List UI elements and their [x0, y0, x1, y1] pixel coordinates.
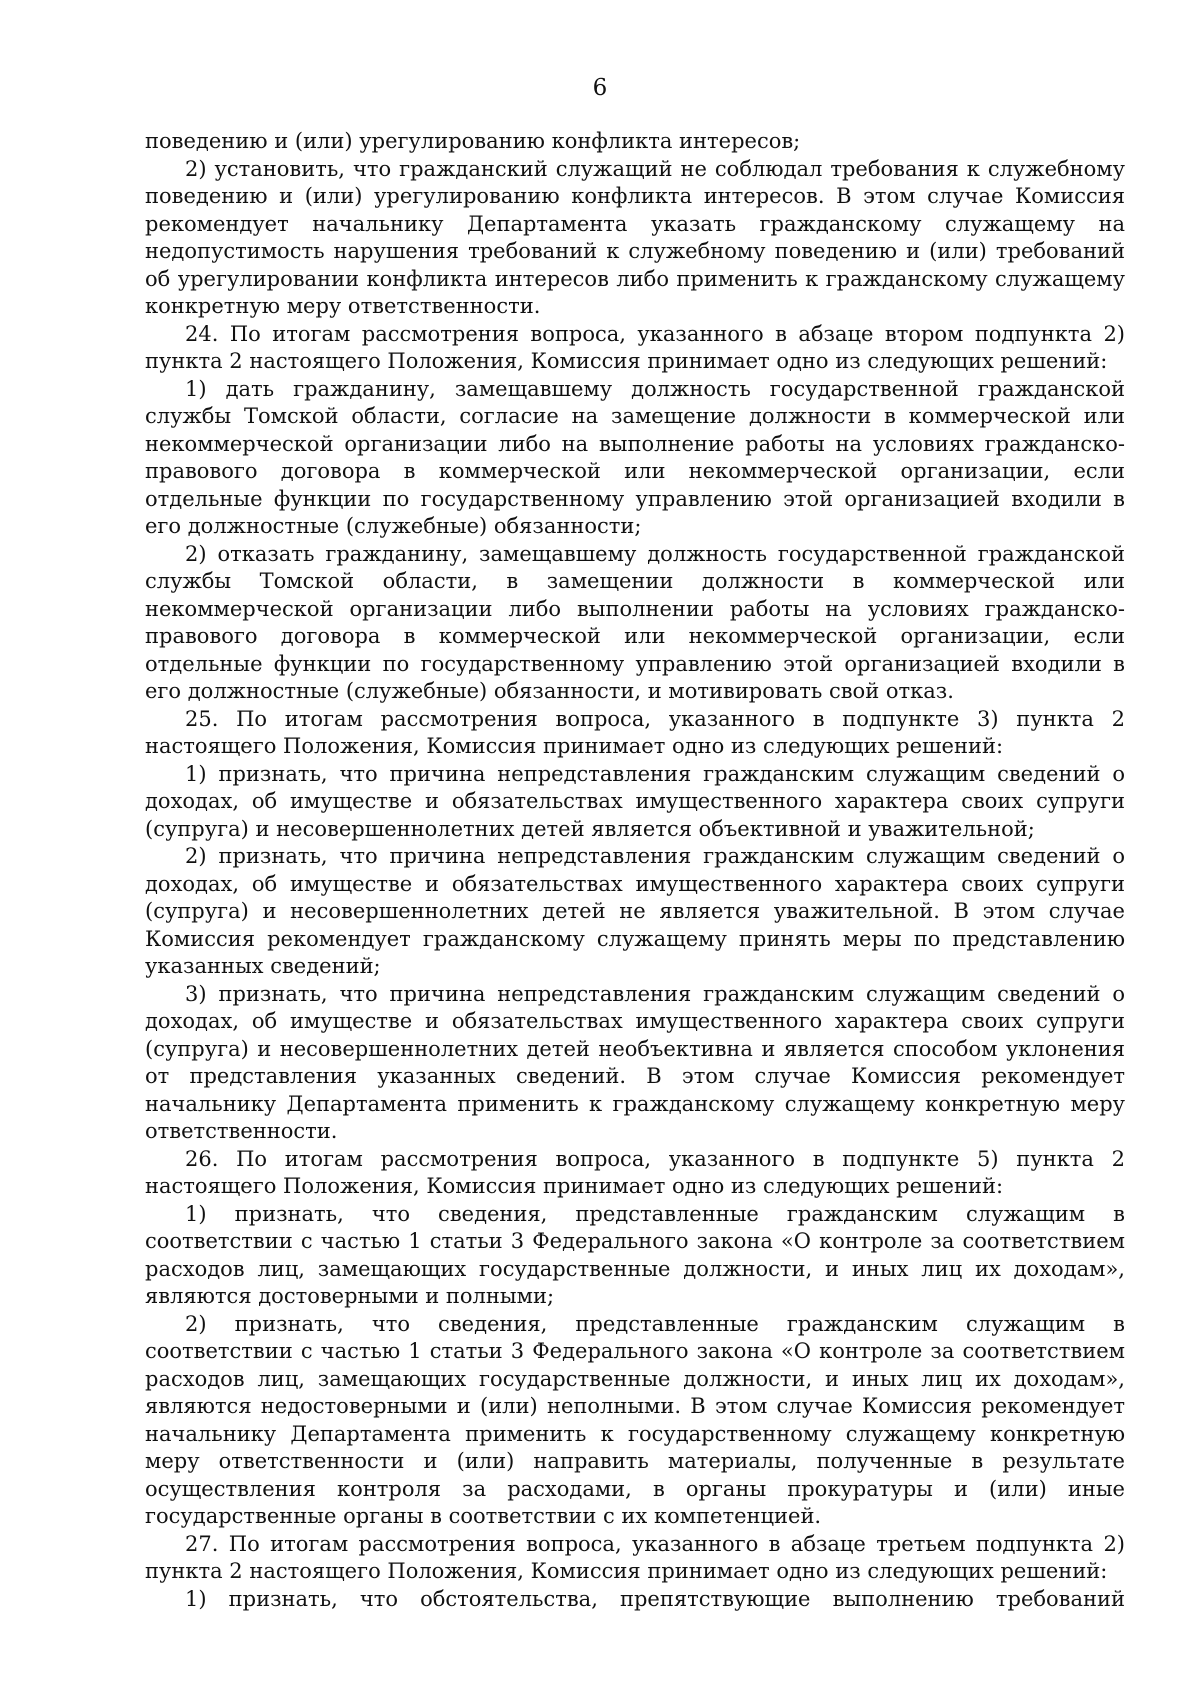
paragraph-clause-24-item-1: 1) дать гражданину, замещавшему должность государственной гражданской службы Томской области, согласие на замещение должности в коммерческой или некоммерческой организации либо на выполнение работы на условиях гражданско-правового договора в коммерческой или некоммерческой организации, если отдельные функции по государственному управлению этой организацией входили в его должностные (служебные) обязанности; [145, 376, 1125, 538]
paragraph-clause-26-item-2: 2) признать, что сведения, представленные гражданским служащим в соответствии с частью 1 статьи 3 Федерального закона «О контроле за соответствием расходов лиц, замещающих государственные должности, и иных лиц их доходам», являются недостоверными и (или) неполными. В этом случае Комиссия рекомендует начальнику Департамента применить к государственному служащему конкретную меру ответственности и (или) направить материалы, полученные в результате осуществления контроля за расходами, в органы прокуратуры и (или) иные государственные органы в соответствии с их компетенцией. [145, 1311, 1125, 1528]
paragraph-continuation: поведению и (или) урегулированию конфликта интересов; [145, 129, 801, 153]
paragraph-clause-26-item-1: 1) признать, что сведения, представленные гражданским служащим в соответствии с частью 1 статьи 3 Федерального закона «О контроле за соответствием расходов лиц, замещающих государственные должности, и иных лиц их доходам», являются достоверными и полными; [145, 1201, 1125, 1308]
paragraph-clause-24: 24. По итогам рассмотрения вопроса, указанного в абзаце втором подпункта 2) пункта 2 настоящего Положения, Комиссия принимает одно из следующих решений: [145, 321, 1125, 373]
paragraph-clause-25-item-1: 1) признать, что причина непредставления гражданским служащим сведений о доходах, об имуществе и обязательствах имущественного характера своих супруги (супруга) и несовершеннолетних детей является объективной и уважительной; [145, 761, 1125, 841]
paragraph-clause-27: 27. По итогам рассмотрения вопроса, указанного в абзаце третьем подпункта 2) пункта 2 настоящего Положения, Комиссия принимает одно из следующих решений: [145, 1531, 1125, 1583]
page-number: 6 [592, 75, 608, 101]
paragraph-clause-24-item-2: 2) отказать гражданину, замещавшему должность государственной гражданской службы Томской области, в замещении должности в коммерческой или некоммерческой организации либо выполнении работы на условиях гражданско-правового договора в коммерческой или некоммерческой организации, если отдельные функции по государственному управлению этой организацией входили в его должностные (служебные) обязанности, и мотивировать свой отказ. [145, 541, 1125, 703]
document-body [145, 128, 1125, 1613]
paragraph-clause-26: 26. По итогам рассмотрения вопроса, указанного в подпункте 5) пункта 2 настоящего Положения, Комиссия принимает одно из следующих решений: [145, 1146, 1125, 1198]
paragraph-item-2-violation: 2) установить, что гражданский служащий не соблюдал требования к служебному поведению и (или) урегулированию конфликта интересов. В этом случае Комиссия рекомендует начальнику Департамента указать гражданскому служащему на недопустимость нарушения требований к служебному поведению и (или) требований об урегулировании конфликта интересов либо применить к гражданскому служащему конкретную меру ответственности. [145, 156, 1125, 318]
paragraph-clause-27-item-1: 1) признать, что обстоятельства, препятствующие выполнению требований [185, 1586, 1125, 1611]
paragraph-clause-25: 25. По итогам рассмотрения вопроса, указанного в подпункте 3) пункта 2 настоящего Положения, Комиссия принимает одно из следующих решений: [145, 706, 1125, 758]
paragraph-clause-25-item-3: 3) признать, что причина непредставления гражданским служащим сведений о доходах, об имуществе и обязательствах имущественного характера своих супруги (супруга) и несовершеннолетних детей необъективна и является способом уклонения от представления указанных сведений. В этом случае Комиссия рекомендует начальнику Департамента применить к гражданскому служащему конкретную меру ответственности. [145, 981, 1125, 1143]
paragraph-clause-25-item-2: 2) признать, что причина непредставления гражданским служащим сведений о доходах, об имуществе и обязательствах имущественного характера своих супруги (супруга) и несовершеннолетних детей не является уважительной. В этом случае Комиссия рекомендует гражданскому служащему принять меры по представлению указанных сведений; [145, 844, 1125, 978]
